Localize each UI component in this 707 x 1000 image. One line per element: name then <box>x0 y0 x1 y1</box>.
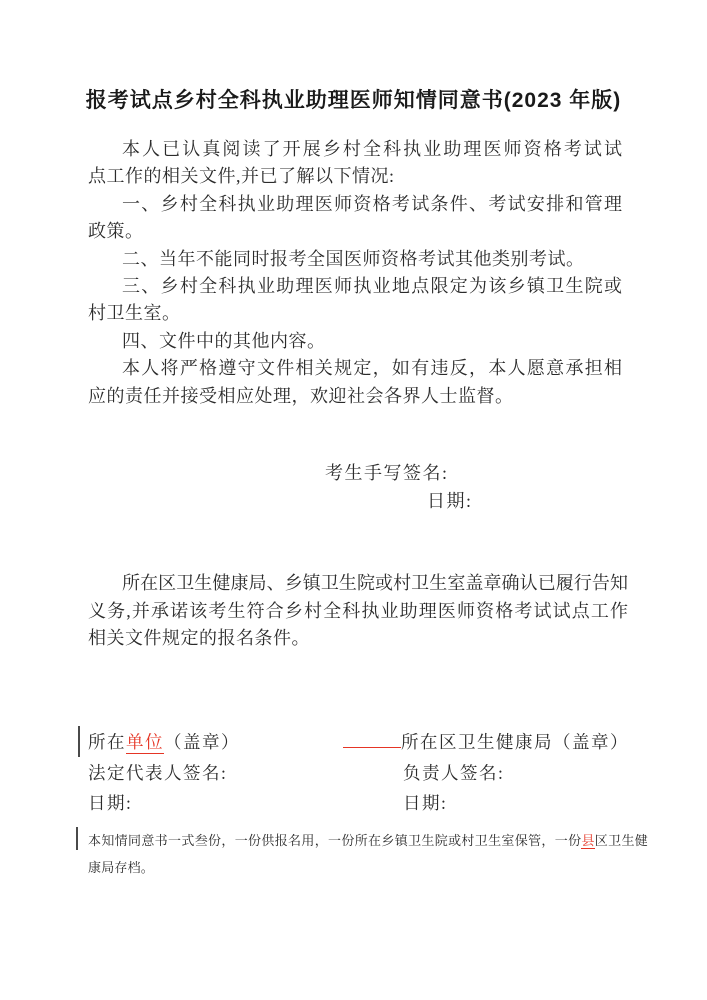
consent-line: 四、文件中的其他内容。 <box>122 330 326 351</box>
candidate-date-label: 日期: <box>427 491 473 511</box>
unit-stamp-suffix: （盖章） <box>164 732 240 752</box>
right-date-label: 日期: <box>403 793 448 813</box>
left-date-label: 日期: <box>88 793 133 813</box>
footnote-part2: 区卫生健康局存档。 <box>88 833 648 875</box>
page-title: 报考试点乡村全科执业助理医师知情同意书(2023 年版) <box>85 89 622 112</box>
consent-line: 村卫生室。 <box>88 303 181 324</box>
unit-stamp-prefix: 所在 <box>88 732 126 752</box>
revision-change-bar <box>78 726 80 757</box>
consent-line: 本人已认真阅读了开展乡村全科执业助理医师资格考试试 <box>122 139 622 159</box>
blank-underline <box>343 730 401 748</box>
district-bureau-stamp-label <box>343 729 629 754</box>
confirmation-text <box>88 570 628 653</box>
consent-line: 政策。 <box>88 221 144 242</box>
consent-line: 二、当年不能同时报考全国医师资格考试其他类别考试。 <box>122 248 585 269</box>
consent-line: 点工作的相关文件,并已了解以下情况: <box>88 166 395 187</box>
consent-line: 本人将严格遵守文件相关规定，如有违反，本人愿意承担相 <box>122 358 622 379</box>
consent-text <box>88 136 622 410</box>
consent-line: 一、乡村全科执业助理医师资格考试条件、考试安排和管理 <box>122 193 622 214</box>
unit-highlight: 单位 <box>126 732 164 752</box>
legal-representative-signature-label: 法定代表人签名: <box>88 763 228 783</box>
consent-line: 应的责任并接受相应处理，欢迎社会各界人士监督。 <box>88 385 514 406</box>
person-in-charge-signature-label: 负责人签名: <box>403 763 505 783</box>
confirmation-line: 相关文件规定的报名条件。 <box>88 628 310 649</box>
unit-stamp-label <box>88 729 240 754</box>
revision-change-bar <box>76 827 78 850</box>
footnote-text <box>88 828 648 881</box>
consent-line: 三、乡村全科执业助理医师执业地点限定为该乡镇卫生院或 <box>122 276 622 297</box>
footnote-part1: 本知情同意书一式叁份，一份供报名用，一份所在乡镇卫生院或村卫生室保管，一份 <box>88 833 582 848</box>
candidate-signature-label: 考生手写签名: <box>325 463 449 483</box>
confirmation-line: 所在区卫生健康局、乡镇卫生院或村卫生室盖章确认已履行告知 <box>122 573 628 593</box>
district-bureau-text: 所在区卫生健康局（盖章） <box>401 732 629 752</box>
county-highlight: 县 <box>581 833 595 848</box>
confirmation-line: 义务,并承诺该考生符合乡村全科执业助理医师资格考试试点工作 <box>88 600 628 621</box>
